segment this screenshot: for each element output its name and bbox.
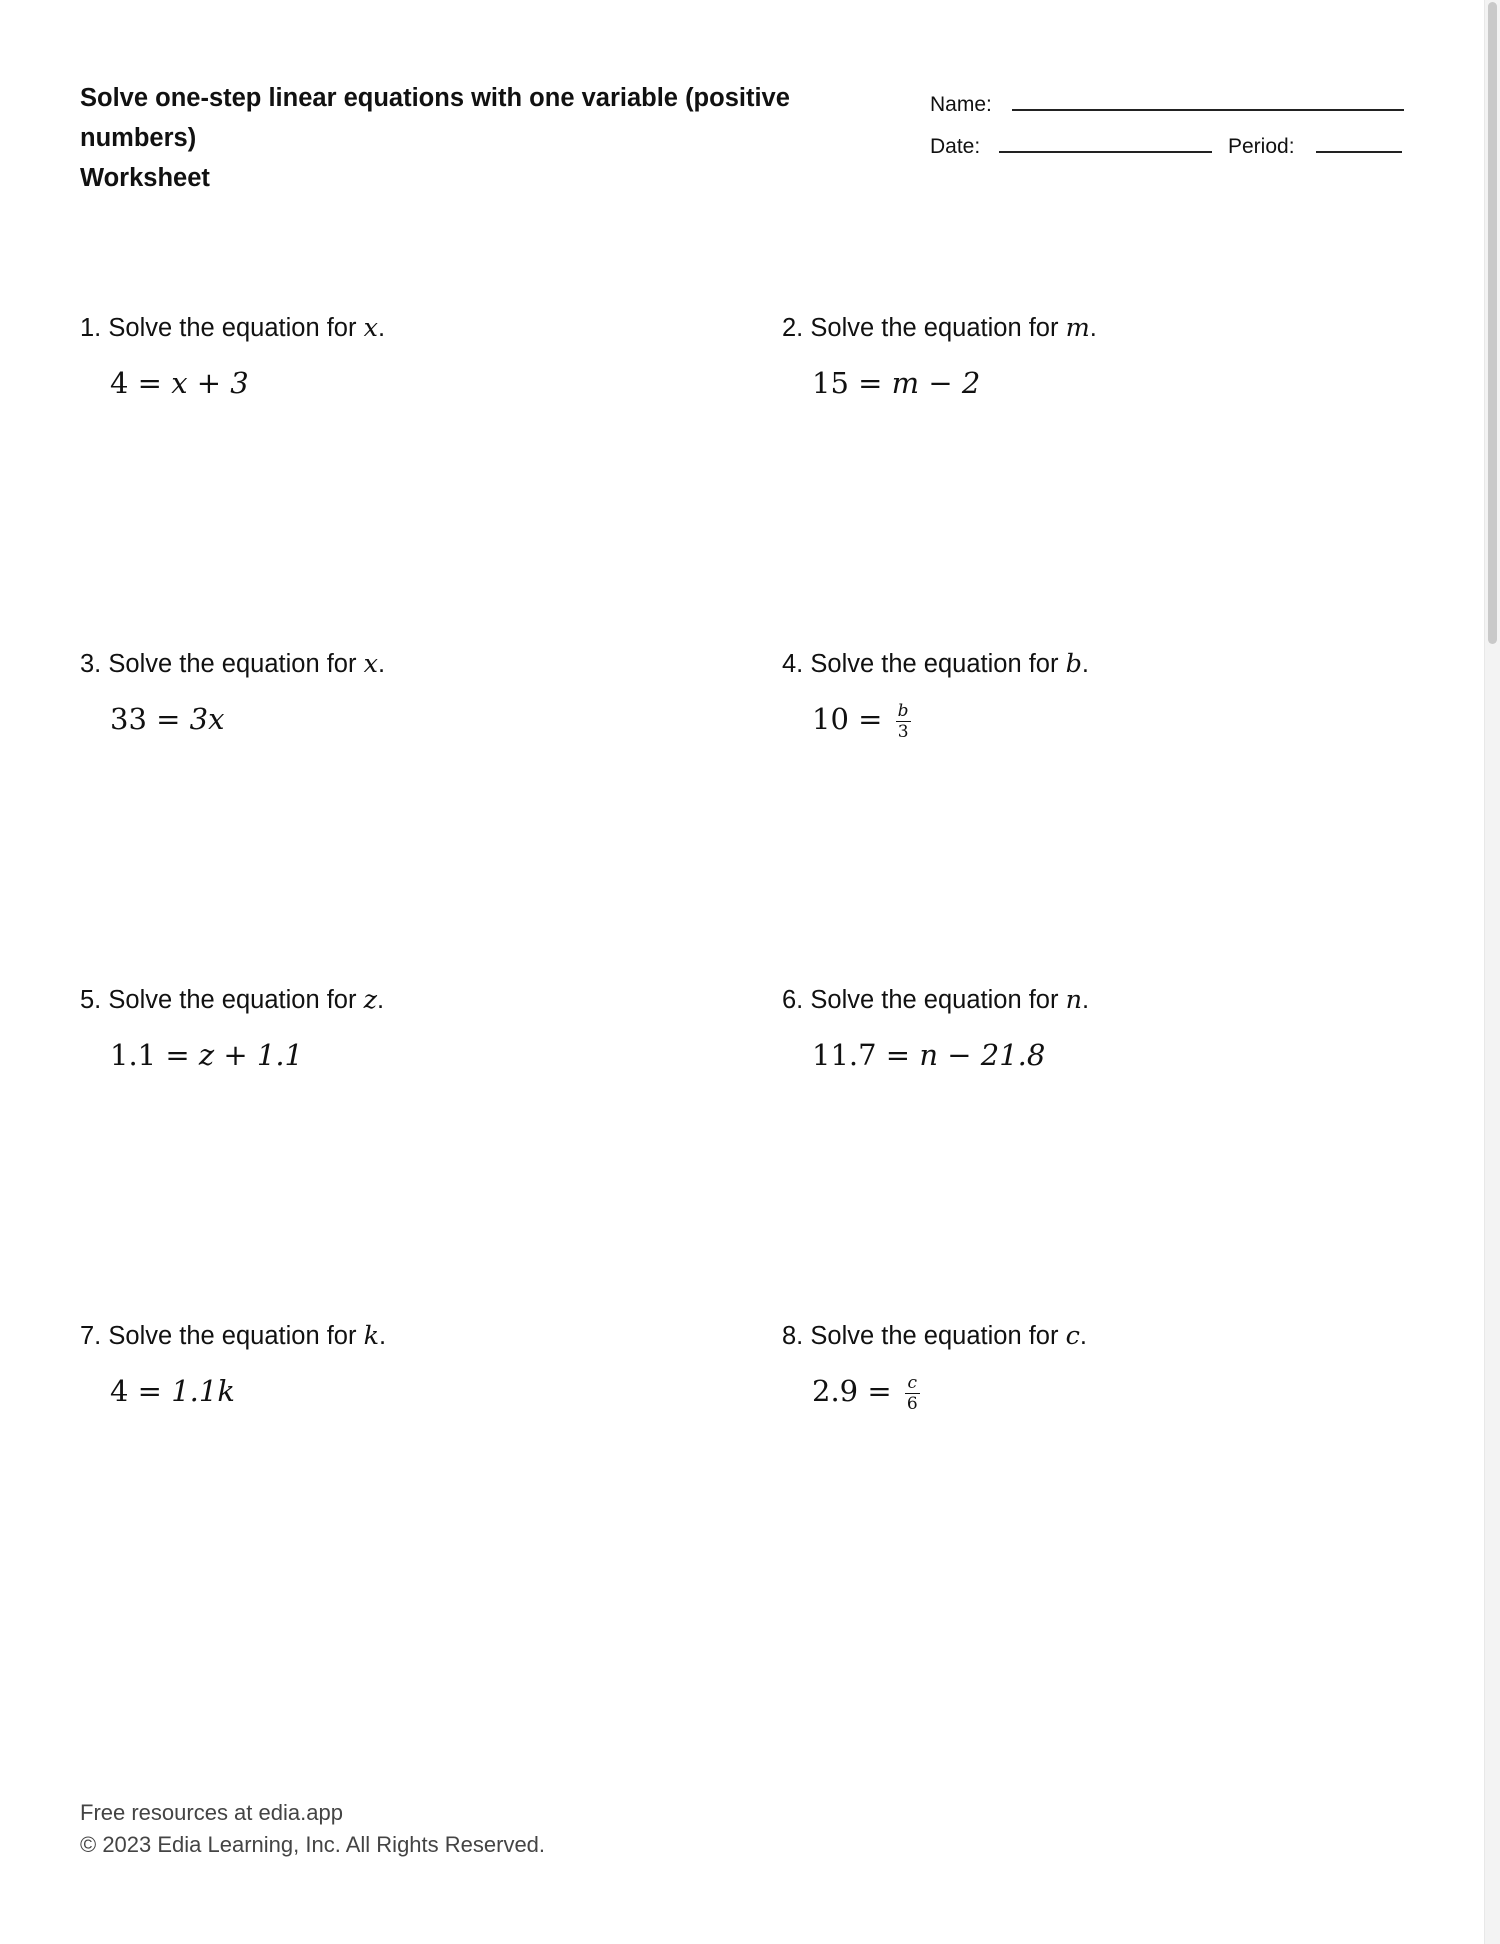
problem-text: Solve the equation for [108, 314, 357, 342]
problem-text: Solve the equation for [810, 986, 1059, 1014]
date-label: Date: [930, 135, 981, 158]
fraction-denominator: 6 [906, 1393, 918, 1414]
equation-lhs: 4 [110, 366, 129, 400]
problem-6 [782, 983, 1422, 1075]
equation [110, 1035, 720, 1075]
period-field-line[interactable] [1316, 151, 1402, 153]
vertical-scrollbar[interactable] [1484, 0, 1500, 1944]
equation-rhs: 3x [189, 702, 225, 736]
equation [110, 363, 720, 403]
problem-prompt: 5. Solve the equation for z. [80, 985, 385, 1015]
problem-2 [782, 311, 1422, 403]
problem-text: Solve the equation for [810, 650, 1059, 678]
equation-rhs: 1.1k [171, 1374, 235, 1408]
equation [812, 1035, 1422, 1075]
date-field-line[interactable] [999, 151, 1212, 153]
equation-rhs: m − 2 [891, 366, 981, 400]
problem-prompt: 7. Solve the equation for k. [80, 1321, 387, 1351]
period-label: Period: [1228, 135, 1295, 158]
equation-lhs: 4 [110, 1374, 129, 1408]
problem-number: 1. [80, 314, 102, 342]
problem-1 [80, 311, 720, 403]
problem-number: 8. [782, 1322, 804, 1350]
equals-sign: = [156, 702, 181, 736]
equation-lhs: 10 [812, 702, 849, 736]
fraction [905, 1374, 920, 1413]
equation-rhs: n − 21.8 [919, 1038, 1046, 1072]
name-label: Name: [930, 93, 992, 116]
problem-variable: m [1065, 313, 1090, 343]
problem-variable: n [1065, 985, 1082, 1015]
equals-sign: = [137, 1374, 162, 1408]
equation [110, 1371, 720, 1411]
problem-number: 4. [782, 650, 804, 678]
problem-number: 7. [80, 1322, 102, 1350]
equals-sign: = [885, 1038, 911, 1072]
problem-text: Solve the equation for [810, 1322, 1059, 1350]
equals-sign: = [137, 366, 162, 400]
problem-variable: x [363, 313, 378, 343]
name-field-line[interactable] [1012, 109, 1404, 111]
title-line-1: Solve one-step linear equations with one variable (positive [80, 84, 790, 112]
problem-7 [80, 1319, 720, 1411]
fraction-numerator: b [897, 700, 909, 721]
footer-resources[interactable]: Free resources at edia.app [80, 1800, 343, 1825]
equation-rhs: x + 3 [171, 366, 249, 400]
equals-sign: = [867, 1374, 892, 1408]
equation-lhs: 1.1 [110, 1038, 157, 1072]
equation [110, 699, 720, 739]
worksheet-title [80, 78, 840, 198]
problem-prompt: 6. Solve the equation for n. [782, 985, 1090, 1015]
problem-variable: k [363, 1321, 380, 1351]
problem-prompt: 4. Solve the equation for b. [782, 649, 1089, 679]
problem-3 [80, 647, 720, 739]
problem-prompt: 1. Solve the equation for x. [80, 313, 386, 343]
equation [812, 363, 1422, 403]
scrollbar-thumb[interactable] [1488, 2, 1497, 644]
problem-variable: x [363, 649, 378, 679]
problem-5 [80, 983, 720, 1075]
equals-sign: = [165, 1038, 190, 1072]
problem-text: Solve the equation for [810, 314, 1059, 342]
problem-text: Solve the equation for [108, 986, 357, 1014]
problem-number: 3. [80, 650, 102, 678]
problem-number: 6. [782, 986, 804, 1014]
problem-prompt: 3. Solve the equation for x. [80, 649, 386, 679]
equation [812, 699, 1422, 741]
equation-lhs: 2.9 [812, 1374, 859, 1408]
fraction-numerator: c [905, 1374, 920, 1394]
equals-sign: = [858, 366, 883, 400]
fraction [896, 702, 911, 741]
problem-number: 5. [80, 986, 102, 1014]
footer [80, 1797, 545, 1861]
problem-number: 2. [782, 314, 804, 342]
equation-rhs: z + 1.1 [198, 1038, 304, 1072]
equation-lhs: 15 [812, 366, 849, 400]
problem-prompt: 8. Solve the equation for c. [782, 1321, 1087, 1351]
worksheet-subtitle: Worksheet [80, 164, 210, 192]
footer-copyright: © 2023 Edia Learning, Inc. All Rights Reserved. [80, 1832, 546, 1857]
fraction-denominator: 3 [897, 721, 909, 742]
problem-text: Solve the equation for [108, 1322, 357, 1350]
problem-text: Solve the equation for [108, 650, 357, 678]
problem-4 [782, 647, 1422, 741]
equation-lhs: 11.7 [812, 1038, 877, 1072]
equals-sign: = [858, 702, 883, 736]
problem-variable: b [1065, 649, 1082, 679]
equation-lhs: 33 [110, 702, 147, 736]
problem-variable: z [363, 985, 377, 1015]
problem-8 [782, 1319, 1422, 1413]
equation [812, 1371, 1422, 1413]
title-line-2: numbers) [80, 124, 197, 152]
problem-prompt: 2. Solve the equation for m. [782, 313, 1097, 343]
problem-variable: c [1065, 1321, 1080, 1351]
